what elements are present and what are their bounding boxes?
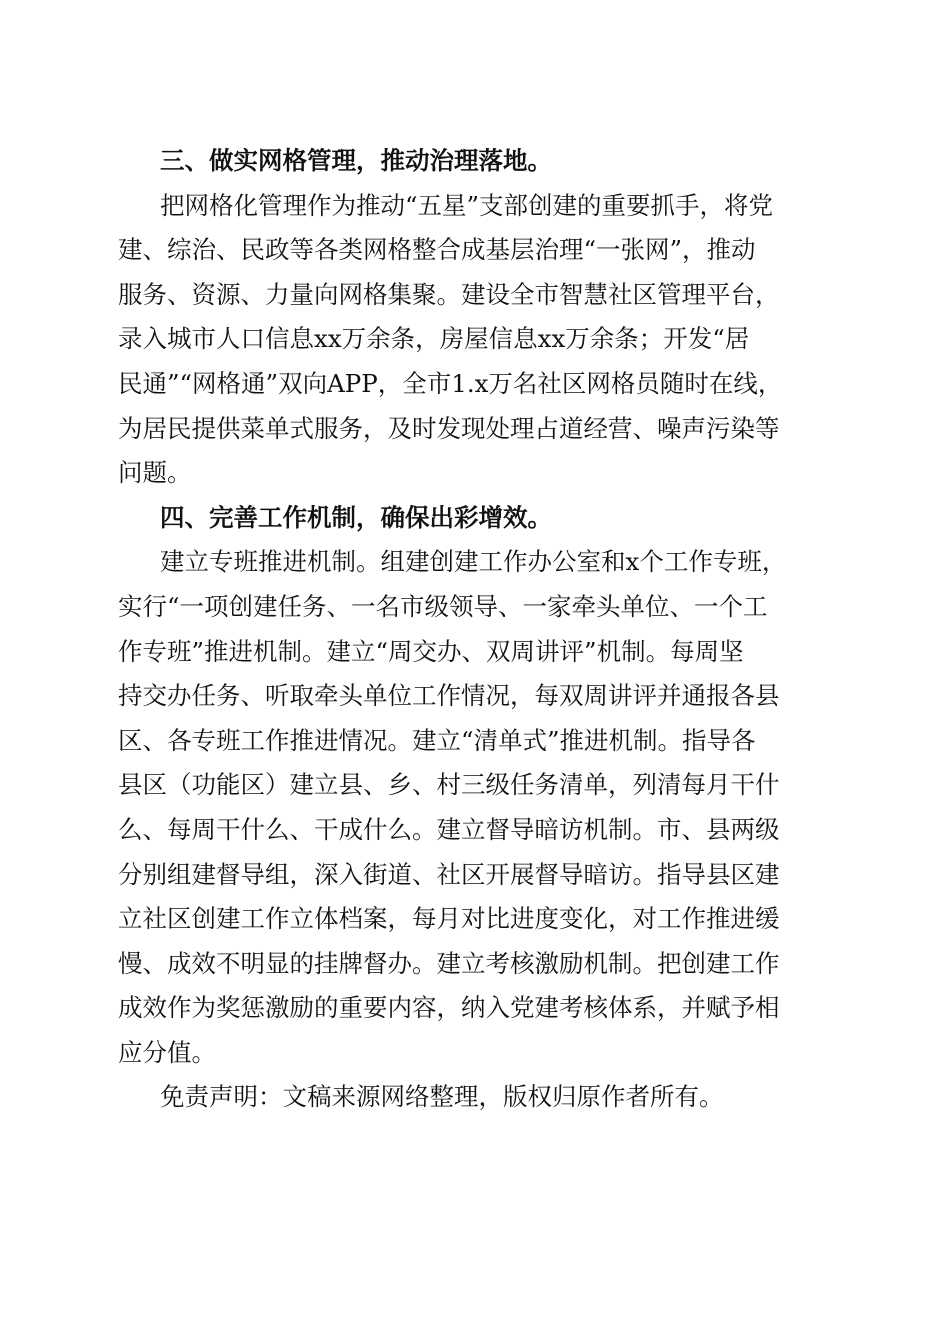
- paragraph-line: 录入城市人口信息xx万余条，房屋信息xx万余条；开发“居: [118, 324, 750, 354]
- paragraph-line: 持交办任务、听取牵头单位工作情况，每双周讲评并通报各县: [118, 681, 780, 711]
- paragraph-line: 县区（功能区）建立县、乡、村三级任务清单，列清每月干什: [118, 770, 780, 800]
- paragraph-line: 成效作为奖惩激励的重要内容，纳入党建考核体系，并赋予相: [118, 993, 780, 1023]
- paragraph-line: 把网格化管理作为推动“五星”支部创建的重要抓手，将党: [160, 190, 774, 220]
- paragraph-line: 分别组建督导组，深入街道、社区开展督导暗访。指导县区建: [118, 859, 780, 889]
- disclaimer-text: 免责声明：文稿来源网络整理，版权归原作者所有。: [160, 1082, 724, 1112]
- paragraph-line: 立社区创建工作立体档案，每月对比进度变化，对工作推进缓: [118, 904, 780, 934]
- paragraph-line: 问题。: [118, 458, 192, 488]
- paragraph-line: 建、综治、民政等各类网格整合成基层治理“一张网”，推动: [118, 235, 756, 265]
- paragraph-line: 建立专班推进机制。组建创建工作办公室和x个工作专班，: [160, 547, 787, 577]
- paragraph-line: 实行“一项创建任务、一名市级领导、一家牵头单位、一个工: [118, 591, 768, 621]
- paragraph-line: 民通”“网格通”双向APP，全市1.x万名社区网格员随时在线，: [118, 368, 783, 398]
- section-3-heading: 三、做实网格管理，推动治理落地。: [160, 146, 552, 175]
- paragraph-line: 服务、资源、力量向网格集聚。建设全市智慧社区管理平台，: [118, 279, 780, 309]
- paragraph-line: 么、每周干什么、干成什么。建立督导暗访机制。市、县两级: [118, 814, 780, 844]
- section-3-paragraph: [118, 184, 836, 496]
- paragraph-line: 为居民提供菜单式服务，及时发现处理占道经营、噪声污染等: [118, 413, 780, 443]
- paragraph-line: 慢、成效不明显的挂牌督办。建立考核激励机制。把创建工作: [118, 948, 780, 978]
- paragraph-line: 作专班”推进机制。建立“周交办、双周讲评”机制。每周坚: [118, 636, 744, 666]
- paragraph-line: 应分值。: [118, 1037, 216, 1067]
- paragraph-line: 区、各专班工作推进情况。建立“清单式”推进机制。指导各: [118, 725, 756, 755]
- document-page: [118, 139, 836, 1120]
- section-4-heading: 四、完善工作机制，确保出彩增效。: [160, 502, 552, 532]
- section-4-paragraph: [118, 540, 836, 1075]
